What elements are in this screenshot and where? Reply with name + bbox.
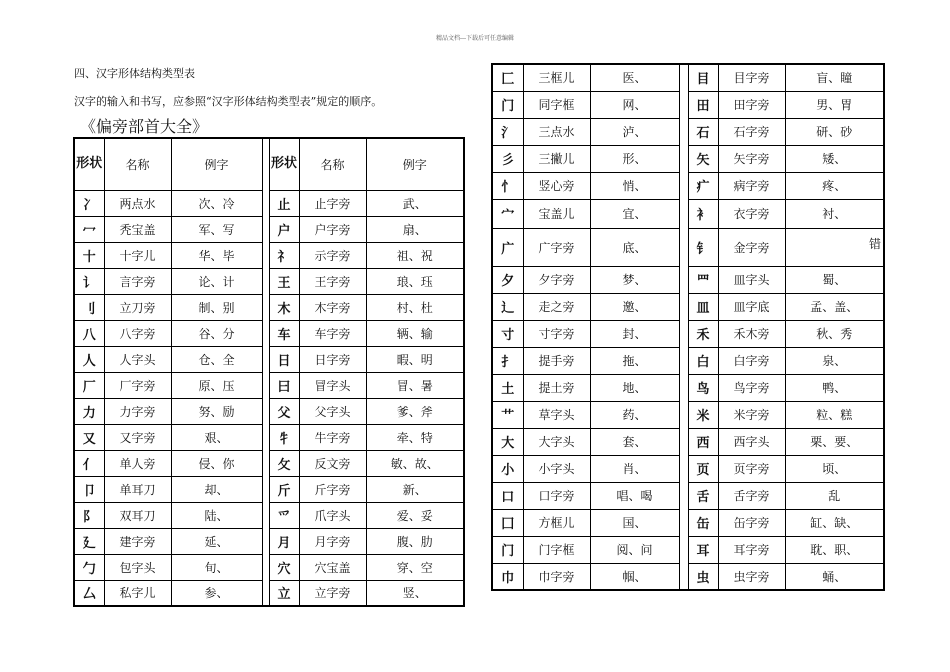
example-chars: 泉、 [785, 347, 884, 374]
radical-glyph: 田 [688, 91, 718, 118]
column-gap [262, 554, 269, 580]
column-gap [679, 428, 688, 455]
radical-glyph: 攵 [269, 450, 299, 476]
radical-name: 石字旁 [718, 118, 785, 145]
example-chars [785, 228, 884, 266]
radical-name: 虫字旁 [718, 563, 785, 590]
radical-glyph: 禾 [688, 320, 718, 347]
radical-glyph: 月 [269, 528, 299, 554]
column-gap [679, 118, 688, 145]
radical-name: 止字旁 [299, 190, 366, 216]
table-row [492, 563, 884, 590]
example-chars: 爹、斧 [366, 398, 464, 424]
radical-name: 私字儿 [104, 580, 171, 606]
radical-name: 方框儿 [523, 509, 590, 536]
column-gap [262, 216, 269, 242]
radical-name: 穴宝盖 [299, 554, 366, 580]
radical-glyph: 木 [269, 294, 299, 320]
column-gap [679, 64, 688, 91]
radical-glyph: 辶 [492, 293, 523, 320]
radical-glyph: 舌 [688, 482, 718, 509]
radical-name: 宝盖儿 [523, 199, 590, 228]
radical-glyph: 冖 [74, 216, 104, 242]
radical-glyph: 小 [492, 455, 523, 482]
example-chars: 村、杜 [366, 294, 464, 320]
radical-name: 户字旁 [299, 216, 366, 242]
radical-glyph: 勹 [74, 554, 104, 580]
radical-glyph: 囗 [492, 509, 523, 536]
radical-name: 矢字旁 [718, 145, 785, 172]
radical-name: 门字框 [523, 536, 590, 563]
table-row [74, 476, 464, 502]
radical-name: 西字头 [718, 428, 785, 455]
column-gap [262, 190, 269, 216]
table-row [492, 455, 884, 482]
column-gap [262, 242, 269, 268]
table-row [74, 346, 464, 372]
radical-glyph: 土 [492, 374, 523, 401]
radical-glyph: 八 [74, 320, 104, 346]
column-gap [679, 401, 688, 428]
radical-glyph: 夕 [492, 266, 523, 293]
radical-name: 广字旁 [523, 228, 590, 266]
radical-name: 金字旁 [718, 228, 785, 266]
radical-name: 草字头 [523, 401, 590, 428]
radical-name: 白字旁 [718, 347, 785, 374]
table-row [492, 293, 884, 320]
radical-glyph: 父 [269, 398, 299, 424]
radical-glyph: 扌 [492, 347, 523, 374]
example-chars: 敏、故、 [366, 450, 464, 476]
column-gap [262, 502, 269, 528]
column-gap [262, 476, 269, 502]
radical-glyph: 亻 [74, 450, 104, 476]
radical-glyph: 穴 [269, 554, 299, 580]
radical-glyph: 廴 [74, 528, 104, 554]
table-row [492, 482, 884, 509]
intro-text: 汉字的输入和书写，应参照“汉字形体结构类型表”规定的顺序。 [74, 95, 383, 108]
radical-glyph: 车 [269, 320, 299, 346]
radical-glyph: 西 [688, 428, 718, 455]
radical-name: 木字旁 [299, 294, 366, 320]
radical-name: 米字旁 [718, 401, 785, 428]
example-chars: 暇、明 [366, 346, 464, 372]
example-chars: 次、冷 [171, 190, 262, 216]
example-header: 例字 [171, 138, 262, 190]
example-chars: 阅、问 [590, 536, 679, 563]
column-gap [679, 266, 688, 293]
radical-name: 竖心旁 [523, 172, 590, 199]
table-row [74, 320, 464, 346]
radical-glyph: 页 [688, 455, 718, 482]
example-chars: 制、别 [171, 294, 262, 320]
radical-name: 三撇儿 [523, 145, 590, 172]
radical-name: 鸟字旁 [718, 374, 785, 401]
radical-glyph: 口 [492, 482, 523, 509]
table-row [492, 64, 884, 91]
right-radical-table [491, 63, 885, 591]
radical-glyph: 米 [688, 401, 718, 428]
left-radical-table [73, 137, 465, 607]
radical-glyph: 厂 [74, 372, 104, 398]
table-row [74, 450, 464, 476]
radical-name: 牛字旁 [299, 424, 366, 450]
example-chars: 琅、珏 [366, 268, 464, 294]
radical-glyph: 虫 [688, 563, 718, 590]
example-chars: 底、 [590, 228, 679, 266]
radical-name: 十字儿 [104, 242, 171, 268]
example-chars: 唱、喝 [590, 482, 679, 509]
radical-name: 八字旁 [104, 320, 171, 346]
radical-name: 皿字头 [718, 266, 785, 293]
radical-glyph: 门 [492, 91, 523, 118]
example-chars: 宜、 [590, 199, 679, 228]
radical-name: 王字旁 [299, 268, 366, 294]
table-row [492, 172, 884, 199]
example-chars: 秋、秀 [785, 320, 884, 347]
column-gap [679, 347, 688, 374]
example-chars: 男、胃 [785, 91, 884, 118]
column-gap [679, 563, 688, 590]
example-chars: 原、压 [171, 372, 262, 398]
example-chars: 鸭、 [785, 374, 884, 401]
example-chars: 疼、 [785, 172, 884, 199]
radical-glyph: 十 [74, 242, 104, 268]
shape-header: 形状 [269, 138, 299, 190]
radical-name: 父字头 [299, 398, 366, 424]
radical-name: 爪字头 [299, 502, 366, 528]
column-gap [679, 145, 688, 172]
column-gap [262, 398, 269, 424]
example-chars: 蛹、 [785, 563, 884, 590]
example-chars: 栗、要、 [785, 428, 884, 455]
radical-glyph: 日 [269, 346, 299, 372]
radical-glyph: 冫 [74, 190, 104, 216]
table-row [492, 320, 884, 347]
column-gap [262, 580, 269, 606]
example-chars: 论、计 [171, 268, 262, 294]
column-gap [679, 374, 688, 401]
radical-glyph: 钅 [688, 228, 718, 266]
radical-name: 缶字旁 [718, 509, 785, 536]
radical-glyph: 矢 [688, 145, 718, 172]
radical-name: 建字旁 [104, 528, 171, 554]
table-row [74, 528, 464, 554]
example-chars: 爱、妥 [366, 502, 464, 528]
column-gap [679, 320, 688, 347]
column-gap [679, 536, 688, 563]
column-gap [262, 346, 269, 372]
radical-name: 衣字旁 [718, 199, 785, 228]
radical-glyph: 阝 [74, 502, 104, 528]
radical-glyph: 衤 [688, 199, 718, 228]
radical-glyph: 牜 [269, 424, 299, 450]
radical-name: 立刀旁 [104, 294, 171, 320]
radical-name: 两点水 [104, 190, 171, 216]
radical-name: 日字旁 [299, 346, 366, 372]
example-chars: 矮、 [785, 145, 884, 172]
radical-name: 双耳刀 [104, 502, 171, 528]
example-chars: 华、毕 [171, 242, 262, 268]
table-row [492, 266, 884, 293]
example-chars: 参、 [171, 580, 262, 606]
table-row [492, 199, 884, 228]
radical-name: 口字旁 [523, 482, 590, 509]
radical-glyph: 广 [492, 228, 523, 266]
column-gap [262, 424, 269, 450]
example-chars: 泸、 [590, 118, 679, 145]
radical-name: 示字旁 [299, 242, 366, 268]
example-chars: 缸、缺、 [785, 509, 884, 536]
example-chars: 形、 [590, 145, 679, 172]
table-row [74, 554, 464, 580]
example-chars: 研、砂 [785, 118, 884, 145]
radical-glyph: 石 [688, 118, 718, 145]
name-header: 名称 [104, 138, 171, 190]
table-row [492, 91, 884, 118]
radical-glyph: 皿 [688, 293, 718, 320]
radical-glyph: 艹 [492, 401, 523, 428]
radical-glyph: 鸟 [688, 374, 718, 401]
table-row [74, 294, 464, 320]
shape-header: 形状 [74, 138, 104, 190]
radical-glyph: 罒 [688, 266, 718, 293]
example-chars: 竖、 [366, 580, 464, 606]
radical-glyph: 人 [74, 346, 104, 372]
example-chars: 军、写 [171, 216, 262, 242]
table-row [74, 398, 464, 424]
table-row [492, 145, 884, 172]
column-gap [679, 199, 688, 228]
example-chars: 梦、 [590, 266, 679, 293]
table-row [74, 502, 464, 528]
radical-glyph: 立 [269, 580, 299, 606]
radical-name: 页字旁 [718, 455, 785, 482]
column-gap [679, 228, 688, 266]
example-chars: 努、励 [171, 398, 262, 424]
example-chars: 封、 [590, 320, 679, 347]
radical-glyph: 刂 [74, 294, 104, 320]
radical-name: 又字旁 [104, 424, 171, 450]
example-chars: 延、 [171, 528, 262, 554]
radical-glyph: 又 [74, 424, 104, 450]
example-chars: 国、 [590, 509, 679, 536]
example-chars: 蜀、 [785, 266, 884, 293]
example-chars: 辆、输 [366, 320, 464, 346]
radical-name: 包字头 [104, 554, 171, 580]
table-row [74, 268, 464, 294]
table-row [492, 228, 884, 266]
column-gap [262, 320, 269, 346]
table-row [492, 118, 884, 145]
radical-glyph: 户 [269, 216, 299, 242]
example-chars: 谷、分 [171, 320, 262, 346]
name-header: 名称 [299, 138, 366, 190]
example-chars: 乱 [785, 482, 884, 509]
example-chars: 邀、 [590, 293, 679, 320]
radical-glyph: 忄 [492, 172, 523, 199]
radical-glyph: 匚 [492, 64, 523, 91]
radical-glyph: 白 [688, 347, 718, 374]
table-row [492, 347, 884, 374]
example-chars: 网、 [590, 91, 679, 118]
section-heading: 四、汉字形体结构类型表 [74, 67, 195, 80]
radical-name: 三点水 [523, 118, 590, 145]
radical-name: 厂字旁 [104, 372, 171, 398]
example-chars: 衬、 [785, 199, 884, 228]
radical-name: 月字旁 [299, 528, 366, 554]
column-gap [679, 509, 688, 536]
example-chars: 盲、瞳 [785, 64, 884, 91]
radical-glyph: 耳 [688, 536, 718, 563]
table-row [74, 190, 464, 216]
document-title: 《偏旁部首大全》 [80, 117, 209, 136]
example-chars: 药、 [590, 401, 679, 428]
radical-glyph: 宀 [492, 199, 523, 228]
table-row [74, 424, 464, 450]
radical-name: 立字旁 [299, 580, 366, 606]
example-chars: 套、 [590, 428, 679, 455]
radical-name: 禾木旁 [718, 320, 785, 347]
radical-glyph: 止 [269, 190, 299, 216]
radical-name: 病字旁 [718, 172, 785, 199]
example-chars: 腹、肋 [366, 528, 464, 554]
column-gap [262, 450, 269, 476]
example-chars: 帼、 [590, 563, 679, 590]
column-gap [679, 91, 688, 118]
table-row [492, 428, 884, 455]
radical-name: 力字旁 [104, 398, 171, 424]
example-chars: 冒、暑 [366, 372, 464, 398]
example-chars: 拖、 [590, 347, 679, 374]
radical-name: 同字框 [523, 91, 590, 118]
radical-glyph: 王 [269, 268, 299, 294]
table-row [74, 216, 464, 242]
radical-glyph: 厶 [74, 580, 104, 606]
radical-name: 冒字头 [299, 372, 366, 398]
radical-glyph: 力 [74, 398, 104, 424]
example-chars: 肖、 [590, 455, 679, 482]
column-gap [262, 294, 269, 320]
example-header: 例字 [366, 138, 464, 190]
radical-glyph: 斤 [269, 476, 299, 502]
radical-name: 单人旁 [104, 450, 171, 476]
radical-name: 巾字旁 [523, 563, 590, 590]
example-chars: 祖、祝 [366, 242, 464, 268]
radical-glyph: 爫 [269, 502, 299, 528]
radical-name: 舌字旁 [718, 482, 785, 509]
example-chars: 武、 [366, 190, 464, 216]
column-gap [262, 372, 269, 398]
column-gap [679, 455, 688, 482]
radical-glyph: 门 [492, 536, 523, 563]
example-chars: 新、 [366, 476, 464, 502]
radical-name: 田字旁 [718, 91, 785, 118]
example-chars: 侵、你 [171, 450, 262, 476]
example-chars: 耽、职、 [785, 536, 884, 563]
example-chars: 地、 [590, 374, 679, 401]
table-header-row [74, 138, 464, 190]
radical-name: 皿字底 [718, 293, 785, 320]
radical-glyph: 巾 [492, 563, 523, 590]
example-chars: 孟、盖、 [785, 293, 884, 320]
example-chars: 旬、 [171, 554, 262, 580]
example-chars: 艰、 [171, 424, 262, 450]
column-gap [262, 138, 269, 190]
radical-glyph: 寸 [492, 320, 523, 347]
column-gap [679, 482, 688, 509]
radical-name: 提土旁 [523, 374, 590, 401]
radical-name: 提手旁 [523, 347, 590, 374]
radical-name: 秃宝盖 [104, 216, 171, 242]
example-chars: 悄、 [590, 172, 679, 199]
radical-glyph: 礻 [269, 242, 299, 268]
radical-name: 小字头 [523, 455, 590, 482]
table-row [74, 372, 464, 398]
table-row [74, 242, 464, 268]
radical-glyph: 卩 [74, 476, 104, 502]
radical-glyph: 目 [688, 64, 718, 91]
radical-name: 寸字旁 [523, 320, 590, 347]
radical-name: 斤字旁 [299, 476, 366, 502]
radical-name: 耳字旁 [718, 536, 785, 563]
radical-glyph: 讠 [74, 268, 104, 294]
example-chars: 顷、 [785, 455, 884, 482]
column-gap [679, 293, 688, 320]
radical-name: 走之旁 [523, 293, 590, 320]
radical-name: 三框儿 [523, 64, 590, 91]
table-row [74, 580, 464, 606]
example-chars: 穿、空 [366, 554, 464, 580]
radical-name: 人字头 [104, 346, 171, 372]
table-row [492, 536, 884, 563]
table-row [492, 509, 884, 536]
column-gap [262, 528, 269, 554]
example-chars: 医、 [590, 64, 679, 91]
table-row [492, 401, 884, 428]
example-chars: 却、 [171, 476, 262, 502]
table-row [492, 374, 884, 401]
radical-name: 单耳刀 [104, 476, 171, 502]
radical-name: 言字旁 [104, 268, 171, 294]
example-chars: 扇、 [366, 216, 464, 242]
radical-name: 大字头 [523, 428, 590, 455]
example-chars: 陆、 [171, 502, 262, 528]
example-note: 错 [868, 236, 881, 251]
radical-name: 车字旁 [299, 320, 366, 346]
radical-glyph: 彡 [492, 145, 523, 172]
radical-glyph: 曰 [269, 372, 299, 398]
example-chars: 粒、糕 [785, 401, 884, 428]
radical-name: 反文旁 [299, 450, 366, 476]
radical-name: 夕字旁 [523, 266, 590, 293]
radical-glyph: 大 [492, 428, 523, 455]
radical-name: 目字旁 [718, 64, 785, 91]
example-chars: 仓、全 [171, 346, 262, 372]
column-gap [262, 268, 269, 294]
column-gap [679, 172, 688, 199]
radical-glyph: 疒 [688, 172, 718, 199]
radical-glyph: 氵 [492, 118, 523, 145]
page-header: 精品文档---下载后可任意编辑 [435, 35, 515, 42]
example-chars: 牵、特 [366, 424, 464, 450]
radical-glyph: 缶 [688, 509, 718, 536]
